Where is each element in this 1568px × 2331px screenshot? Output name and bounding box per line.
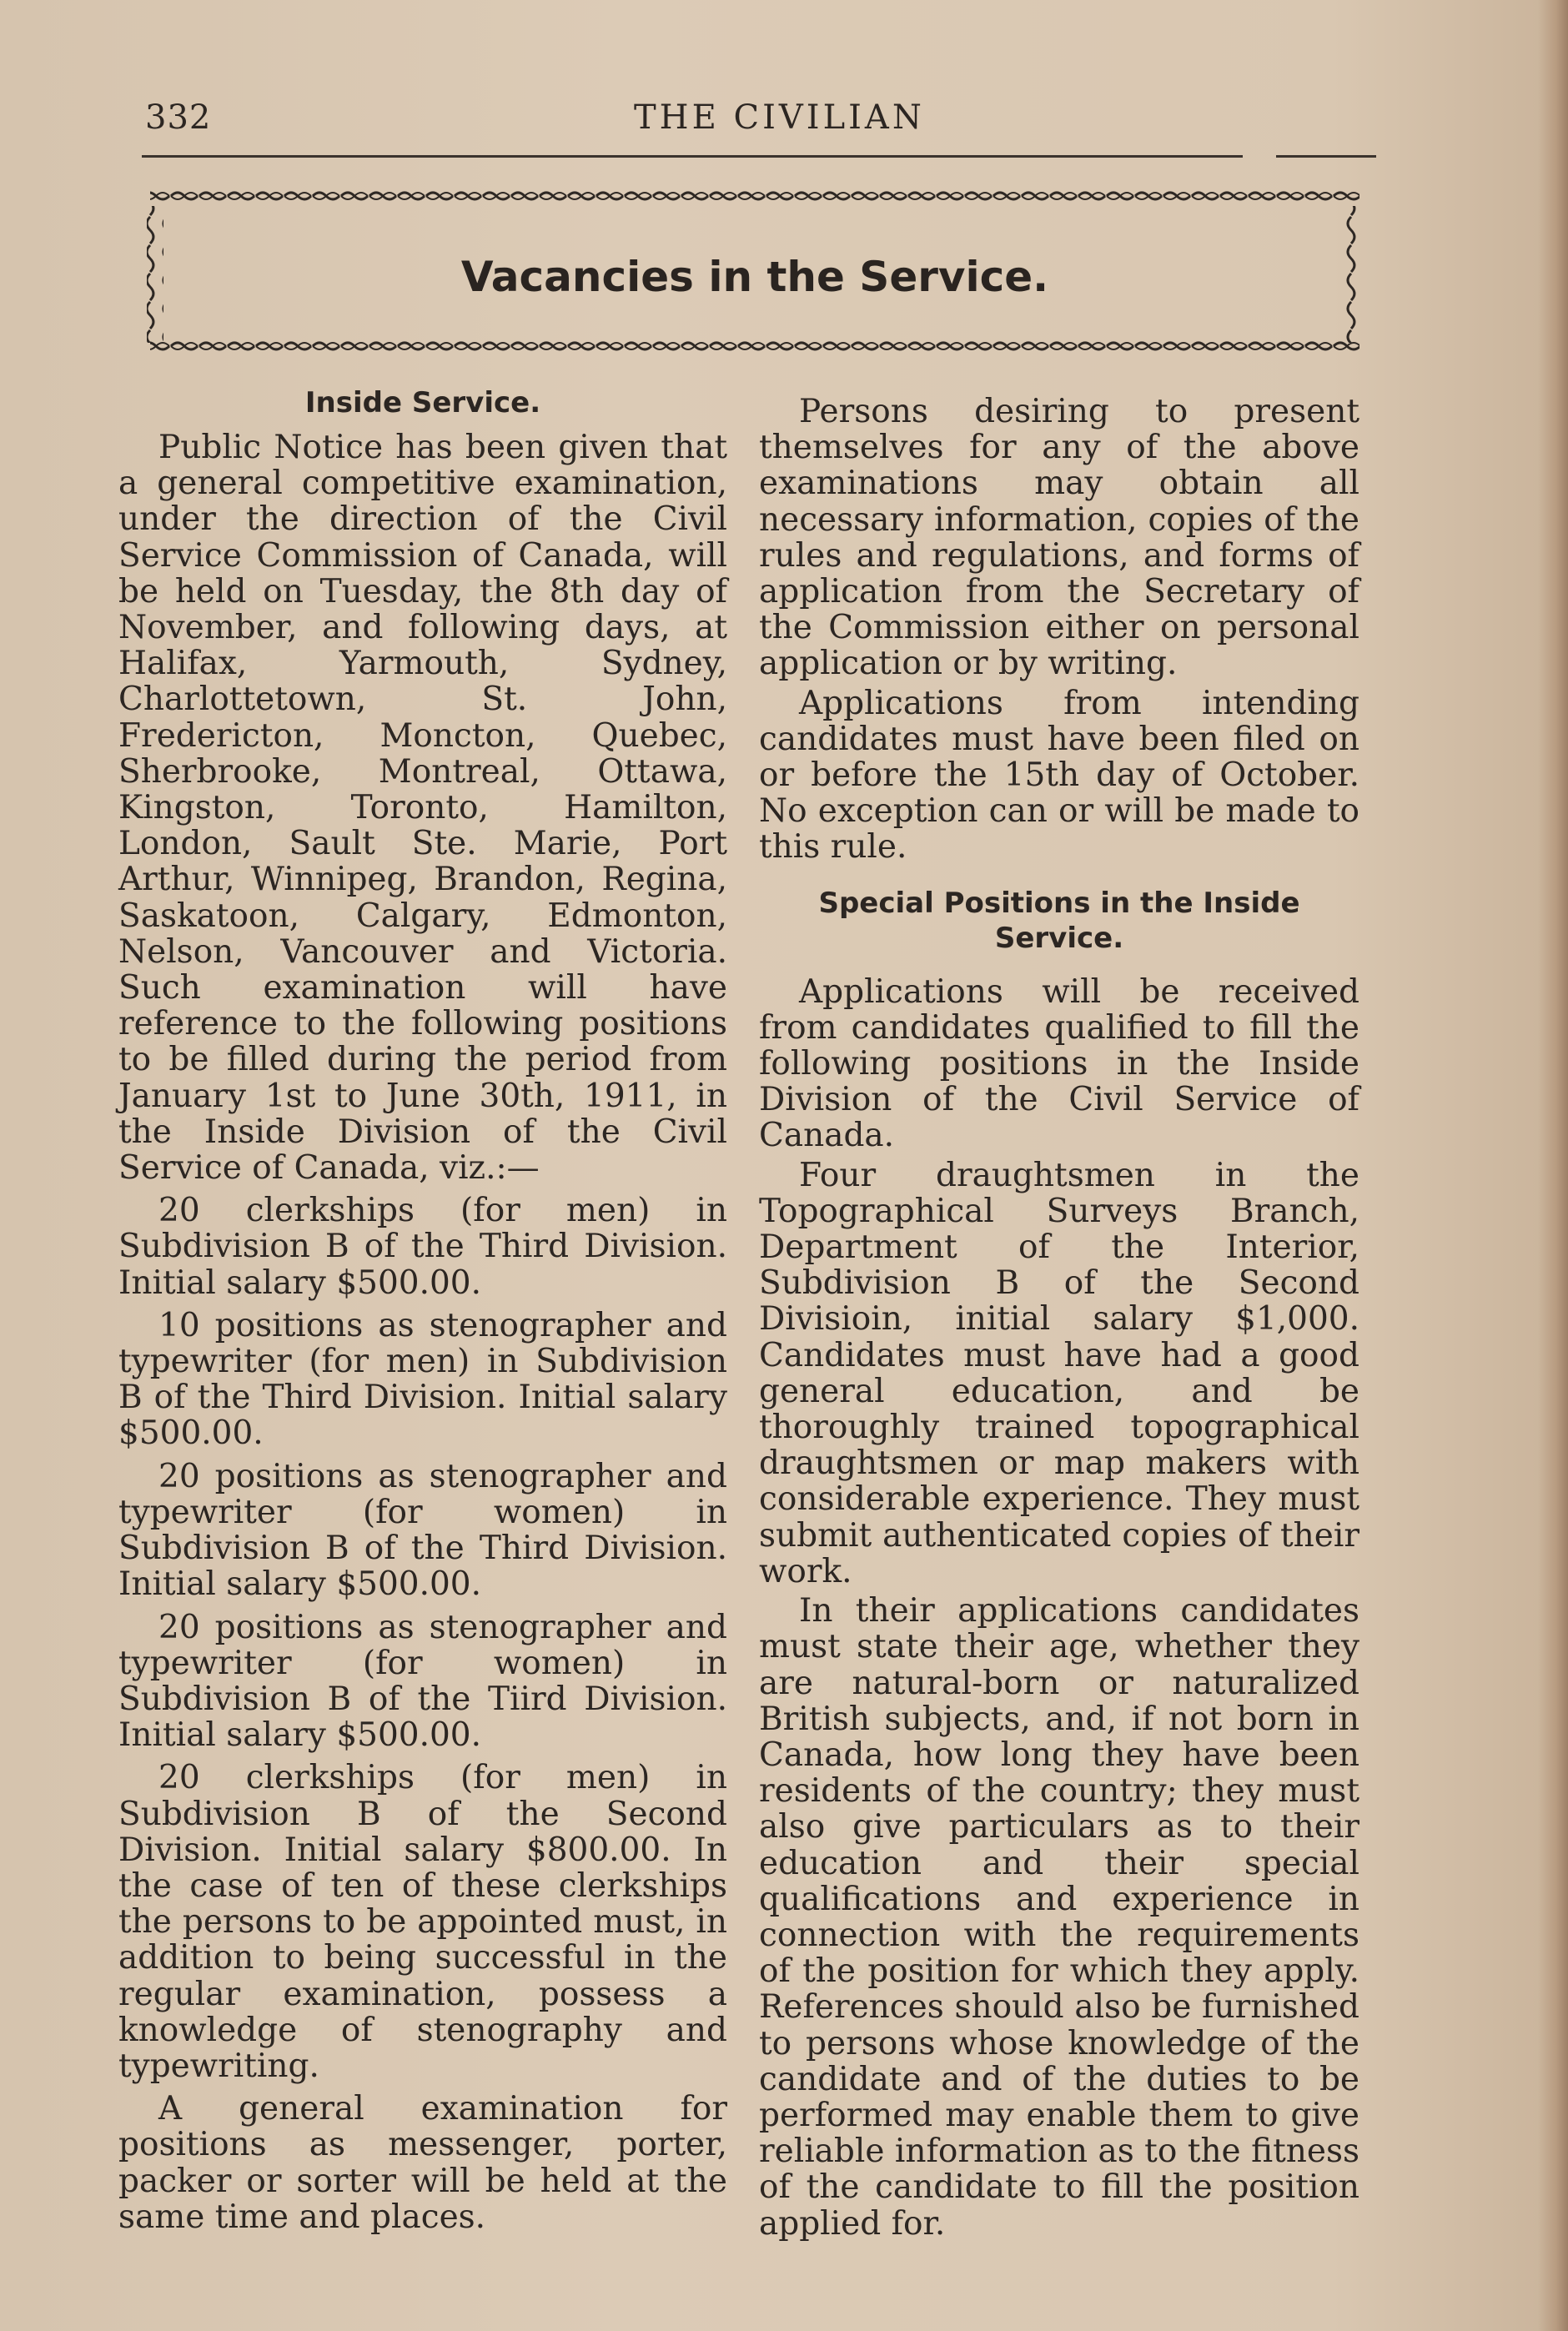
paragraph: Applications from intending candidates must have been filed on or before the 15th day of October. No exception can or will be made to this rule. xyxy=(759,684,1359,867)
paragraph: Persons desiring to present themselves for any of the above examinations may obtain all necessary information, copies of the rules and regulations, and forms of application from the Secretary of the Commission either on personal application or by writing. xyxy=(759,393,1359,683)
paragraph: 20 clerkships (for men) in Subdivision B of the Second Division. Initial salary $800.00. In the case of ten of these clerkships the persons to be appointed must, in addition to being successful in the regular examination, possess a knowledge of stenography and typewriting. xyxy=(118,1759,727,2085)
inside-service-heading: Inside Service. xyxy=(304,386,541,419)
paragraph: A general examination for positions as messenger, porter, packer or sorter will be held at the same time and places. xyxy=(118,2090,727,2236)
page-header xyxy=(142,93,1376,168)
header-rule xyxy=(142,155,1243,158)
page-number: 332 xyxy=(145,98,212,137)
paragraph: Applications will be received from candidates qualified to fill the following positions in the Inside Division of the Civil Service of Canada. xyxy=(759,972,1359,1155)
paragraph: Four draughtsmen in the Topographical Surveys Branch, Department of the Interior, Subdivision B of the Second Divisioin, initial salary $1,000. Candidates must have had a good general education, and be thoroughly trained topographical draughtsmen or map makers with considerable experience. They must submit authenticated copies of their work. xyxy=(759,1156,1359,1590)
section-title: Vacancies in the Service. xyxy=(460,253,1049,301)
paragraph: Public Notice has been given that a general competitive examination, under the direction of the Civil Service Commission of Canada, will be held on Tuesday, the 8th day of November, and following days, at Halifax, Yarmouth, Sydney, Charlottetown, St. John, Fredericton, Moncton, Quebec, Sherbrooke, Montreal, Ottawa, Kingston, Toronto, Hamilton, London, Sault Ste. Marie, Port Arthur, Winnipeg, Brandon, Regina, Saskatoon, Calgary, Edmonton, Nelson, Vancouver and Victoria. Such examination will have reference to the following positions to be filled during the period from January 1st to June 30th, 1911, in the Inside Division of the Civil Service of Canada, viz.:— xyxy=(118,429,727,1188)
paragraph: In their applications candidates must state their age, whether they are natural-born or naturalized British subjects, and, if not born in Canada, how long they have been residents of the country; they must also give particulars as to their education and their special qualifications and experience in connection with the requirements of the position for which they apply. References should also be furnished to persons whose knowledge of the candidate and of the duties to be performed may enable them to give reliable information as to the fitness of the candidate to fill the position applied for. xyxy=(759,1592,1359,2243)
paragraph: 20 positions as stenographer and typewriter (for women) in Subdivision B of the Third Division. Initial salary $500.00. xyxy=(118,1457,727,1604)
left-column xyxy=(118,430,727,2235)
paragraph: 20 positions as stenographer and typewriter (for women) in Subdivision B of the Tiird Division. Initial salary $500.00. xyxy=(118,1608,727,1755)
right-column xyxy=(759,394,1359,2242)
title-banner xyxy=(142,188,1368,363)
paragraph: 20 clerkships (for men) in Subdivision B of the Third Division. Initial salary $500.00. xyxy=(118,1192,727,1302)
special-positions-heading: Special Positions in the Inside Service. xyxy=(818,886,1300,955)
paragraph: 10 positions as stenographer and typewriter (for men) in Subdivision B of the Third Division. Initial salary $500.00. xyxy=(118,1306,727,1453)
page-edge-shadow xyxy=(1538,0,1568,2331)
journal-title: THE CIVILIAN xyxy=(634,98,925,137)
header-rule-short xyxy=(1276,155,1376,158)
